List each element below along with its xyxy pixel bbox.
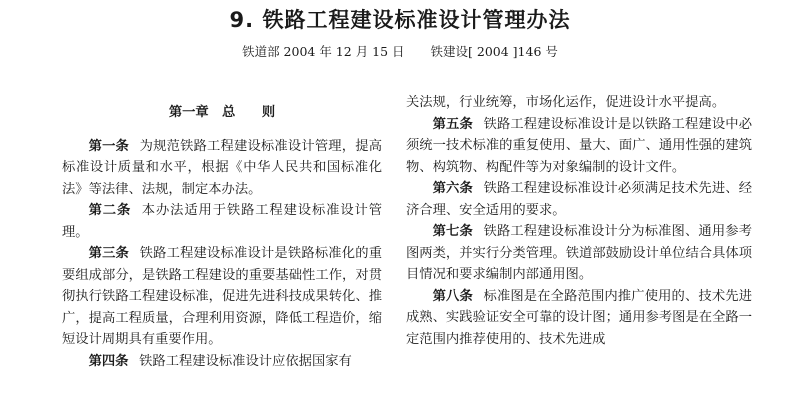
issuer-date: 铁道部 2004 年 12 月 15 日: [242, 44, 405, 59]
article-label: 第七条: [432, 224, 473, 239]
article-label: 第四条: [88, 353, 129, 369]
article-2: [62, 200, 382, 243]
article-text: 铁路工程建设标准设计必须满足技术先进、经济合理、安全适用的要求。: [406, 181, 753, 218]
article-5: [406, 114, 752, 179]
article-text: 铁路工程建设标准设计是以铁路工程建设中必须统一技术标准的重复使用、量大、面广、通用性强的建筑物、构筑物、构配件等为对象编制的设计文件。: [406, 116, 753, 175]
article-4-continuation: 关法规，行业统筹，市场化运作，促进设计水平提高。: [406, 95, 726, 110]
document-subtitle: [0, 43, 800, 61]
article-label: 第八条: [432, 288, 473, 304]
article-text: 铁路工程建设标准设计应依据国家有: [139, 353, 352, 369]
document-title: 9. 铁路工程建设标准设计管理办法: [229, 8, 571, 32]
article-text: 标准图是在全路范围内推广使用的、技术先进成熟、实践验证安全可靠的设计图；通用参考图是在全路一定范围内推荐使用的、技术先进成: [406, 288, 753, 347]
article-label: 第二条: [88, 203, 132, 218]
article-6: [406, 178, 752, 221]
left-column: [62, 92, 382, 372]
article-label: 第三条: [88, 246, 130, 261]
article-text: 本办法适用于铁路工程建设标准设计管理。: [62, 203, 383, 240]
article-text: 铁路工程建设标准设计是铁路标准化的重要组成部分，是铁路工程建设的重要基础性工作，对贯彻执行铁路工程建设标准，促进先进科技成果转化、推广，提高工程质量，合理利用资源，降低工程造价，缩短设计周期具有重要作用。: [62, 246, 383, 347]
article-text: 铁路工程建设标准设计分为标准图、通用参考图两类，并实行分类管理。铁道部鼓励设计单位结合具体项目情况和要求编制内部通用图。: [406, 224, 753, 282]
article-1: [62, 136, 382, 201]
chapter-heading: 第一章 总 则: [168, 105, 276, 120]
article-label: 第一条: [88, 138, 130, 154]
document-number: 铁建设[ 2004 ]146 号: [430, 44, 558, 59]
right-column: [406, 92, 752, 350]
article-8: [406, 286, 752, 351]
article-label: 第五条: [432, 116, 473, 132]
article-label: 第六条: [432, 181, 473, 196]
article-3: [62, 243, 382, 351]
article-4: [62, 351, 382, 373]
article-text: 为规范铁路工程建设标准设计管理，提高标准设计质量和水平，根据《中华人民共和国标准化法》等法律、法规，制定本办法。: [62, 138, 383, 197]
article-7: [406, 221, 752, 286]
